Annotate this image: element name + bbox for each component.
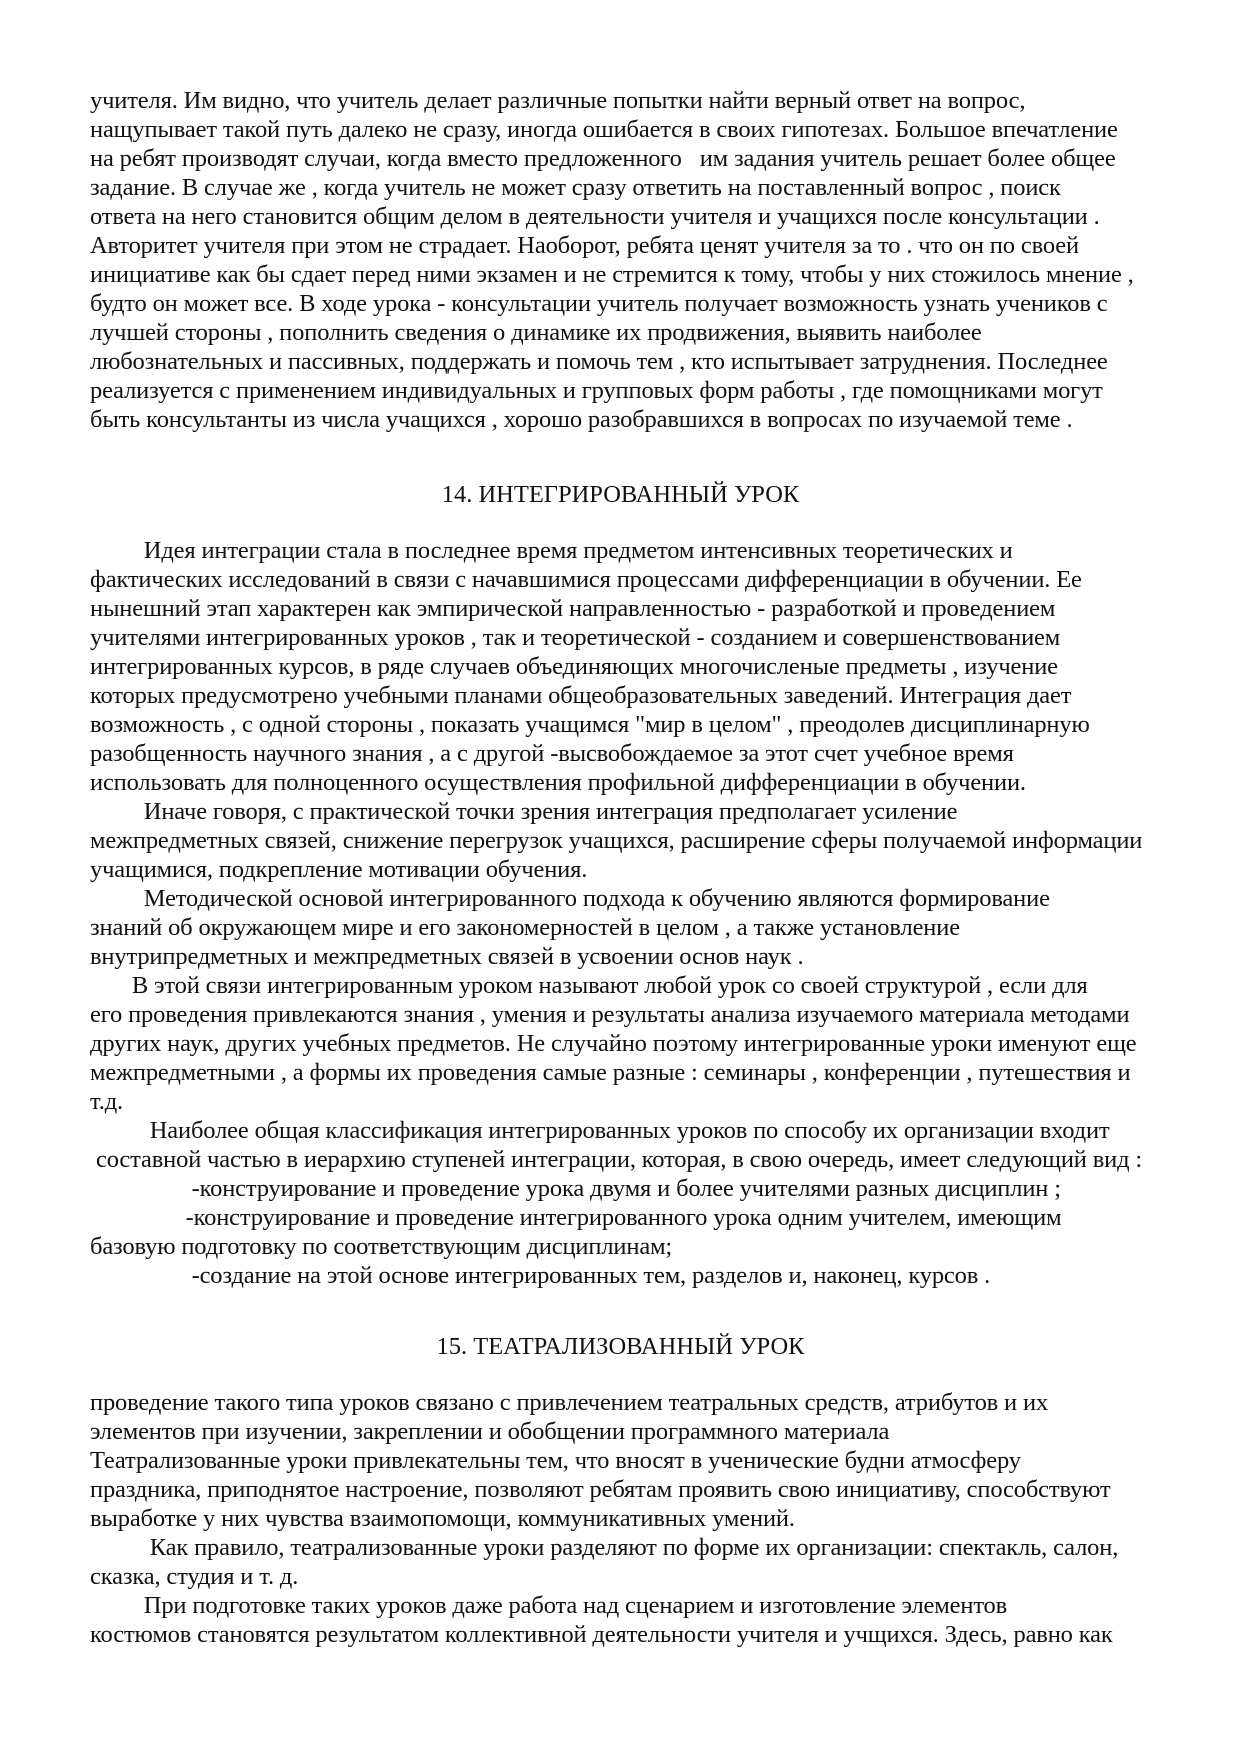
section-15-line: костюмов становятся результатом коллективной деятельности учителя и учщихся. Здесь, равно как (90, 1621, 1113, 1648)
section-15-line: проведение такого типа уроков связано с привлечением театральных средств, атрибутов и их (90, 1389, 1049, 1416)
section-14-line: базовую подготовку по соответствующим дисциплинам; (90, 1233, 673, 1260)
section-14-line: внутрипредметных и межпредметных связей в усвоении основ наук . (90, 943, 804, 970)
intro-line: инициативе как бы сдает перед ними экзамен и не стремится к тому, чтобы у них стожилось мнение , (90, 261, 1134, 288)
section-14-list-item: -конструирование и проведение интегрированного урока одним учителем, имеющим (90, 1204, 1062, 1231)
section-14-list-item: -конструирование и проведение урока двумя и более учителями разных дисциплин ; (90, 1175, 1061, 1202)
intro-line: будто он может все. В ходе урока - консультации учитель получает возможность узнать учеников с (90, 290, 1108, 317)
section-15-line: элементов при изучении, закреплении и обобщении программного материала (90, 1418, 890, 1445)
intro-line: любознательных и пассивных, поддержать и помочь тем , кто испытывает затруднения. Последнее (90, 348, 1108, 375)
section-15-line: При подготовке таких уроков даже работа над сценарием и изготовление элементов (90, 1592, 1008, 1619)
intro-line: задание. В случае же , когда учитель не может сразу ответить на поставленный вопрос , поиск (90, 174, 1061, 201)
section-14-line: использовать для полноценного осуществления профильной дифференциации в обучении. (90, 769, 1026, 796)
section-14-line: фактических исследований в связи с начавшимися процессами дифференциации в обучении. Ее (90, 566, 1082, 593)
intro-line: быть консультанты из числа учащихся , хорошо разобравшихся в вопросах по изучаемой теме . (90, 406, 1073, 433)
section-14-line: межпредметных связей, снижение перегрузок учащихся, расширение сферы получаемой информации (90, 827, 1143, 854)
section-14-list-item: -создание на этой основе интегрированных тем, разделов и, наконец, курсов . (90, 1262, 991, 1289)
section-14-line: Идея интеграции стала в последнее время предметом интенсивных теоретических и (90, 537, 1013, 564)
section-14-line: учителями интегрированных уроков , так и теоретической - созданием и совершенствованием (90, 624, 1061, 651)
section-15-line: Как правило, театрализованные уроки разделяют по форме их организации: спектакль, салон, (90, 1534, 1119, 1561)
section-15-heading: 15. ТЕАТРАЛИЗОВАННЫЙ УРОК (436, 1333, 805, 1360)
section-14-line: Иначе говоря, с практической точки зрения интеграция предполагает усиление (90, 798, 958, 825)
intro-line: нащупывает такой путь далеко не сразу, иногда ошибается в своих гипотезах. Большое впечатление (90, 116, 1118, 143)
section-14-line: знаний об окружающем мире и его закономерностей в целом , а также установление (90, 914, 960, 941)
section-14-line: которых предусмотрено учебными планами общеобразовательных заведений. Интеграция дает (90, 682, 1072, 709)
intro-line: реализуется с применением индивидуальных и групповых форм работы , где помощниками могут (90, 377, 1103, 404)
section-14-heading: 14. ИНТЕГРИРОВАННЫЙ УРОК (441, 481, 800, 508)
intro-line: учителя. Им видно, что учитель делает различные попытки найти верный ответ на вопрос, (90, 87, 1026, 114)
intro-line: лучшей стороны , пополнить сведения о динамике их продвижения, выявить наиболее (90, 319, 982, 346)
section-14-line: составной частью в иерархию ступеней интеграции, которая, в свою очередь, имеет следующий вид : (90, 1146, 1143, 1173)
section-15-line: Театрализованные уроки привлекательны тем, что вносят в ученические будни атмосферу (90, 1447, 1021, 1474)
section-15-line: сказка, студия и т. д. (90, 1563, 299, 1590)
section-14-line: возможность , с одной стороны , показать учащимся "мир в целом" , преодолев дисциплинарную (90, 711, 1090, 738)
section-14-line: интегрированных курсов, в ряде случаев объединяющих многочисленые предметы , изучение (90, 653, 1058, 680)
section-14-line: разобщенность научного знания , а с другой -высвобождаемое за этот счет учебное время (90, 740, 1014, 767)
section-14-line: других наук, других учебных предметов. Не случайно поэтому интегрированные уроки именуют еще (90, 1030, 1137, 1057)
section-14-line: межпредметными , а формы их проведения самые разные : семинары , конференции , путешествия и (90, 1059, 1131, 1086)
intro-line: Авторитет учителя при этом не страдает. Наоборот, ребята ценят учителя за то . что он по своей (90, 232, 1079, 259)
section-14-line: Методической основой интегрированного подхода к обучению являются формирование (90, 885, 1050, 912)
section-14-line: В этой связи интегрированным уроком называют любой урок со своей структурой , если для (90, 972, 1088, 999)
section-15-line: праздника, приподнятое настроение, позволяют ребятам проявить свою инициативу, способствуют (90, 1476, 1111, 1503)
section-14-line: Наиболее общая классификация интегрированных уроков по способу их организации входит (90, 1117, 1110, 1144)
section-14-line: его проведения привлекаются знания , умения и результаты анализа изучаемого материала методами (90, 1001, 1130, 1028)
intro-line: на ребят производят случаи, когда вместо предложенного им задания учитель решает более общее (90, 145, 1116, 172)
section-14-line: т.д. (90, 1088, 123, 1115)
section-14-line: учащимися, подкрепление мотивации обучения. (90, 856, 588, 883)
section-15-line: выработке у них чувства взаимопомощи, коммуникативных умений. (90, 1505, 795, 1532)
intro-line: ответа на него становится общим делом в деятельности учителя и учащихся после консультации . (90, 203, 1100, 230)
section-14-line: нынешний этап характерен как эмпирической направленностью - разработкой и проведением (90, 595, 1056, 622)
